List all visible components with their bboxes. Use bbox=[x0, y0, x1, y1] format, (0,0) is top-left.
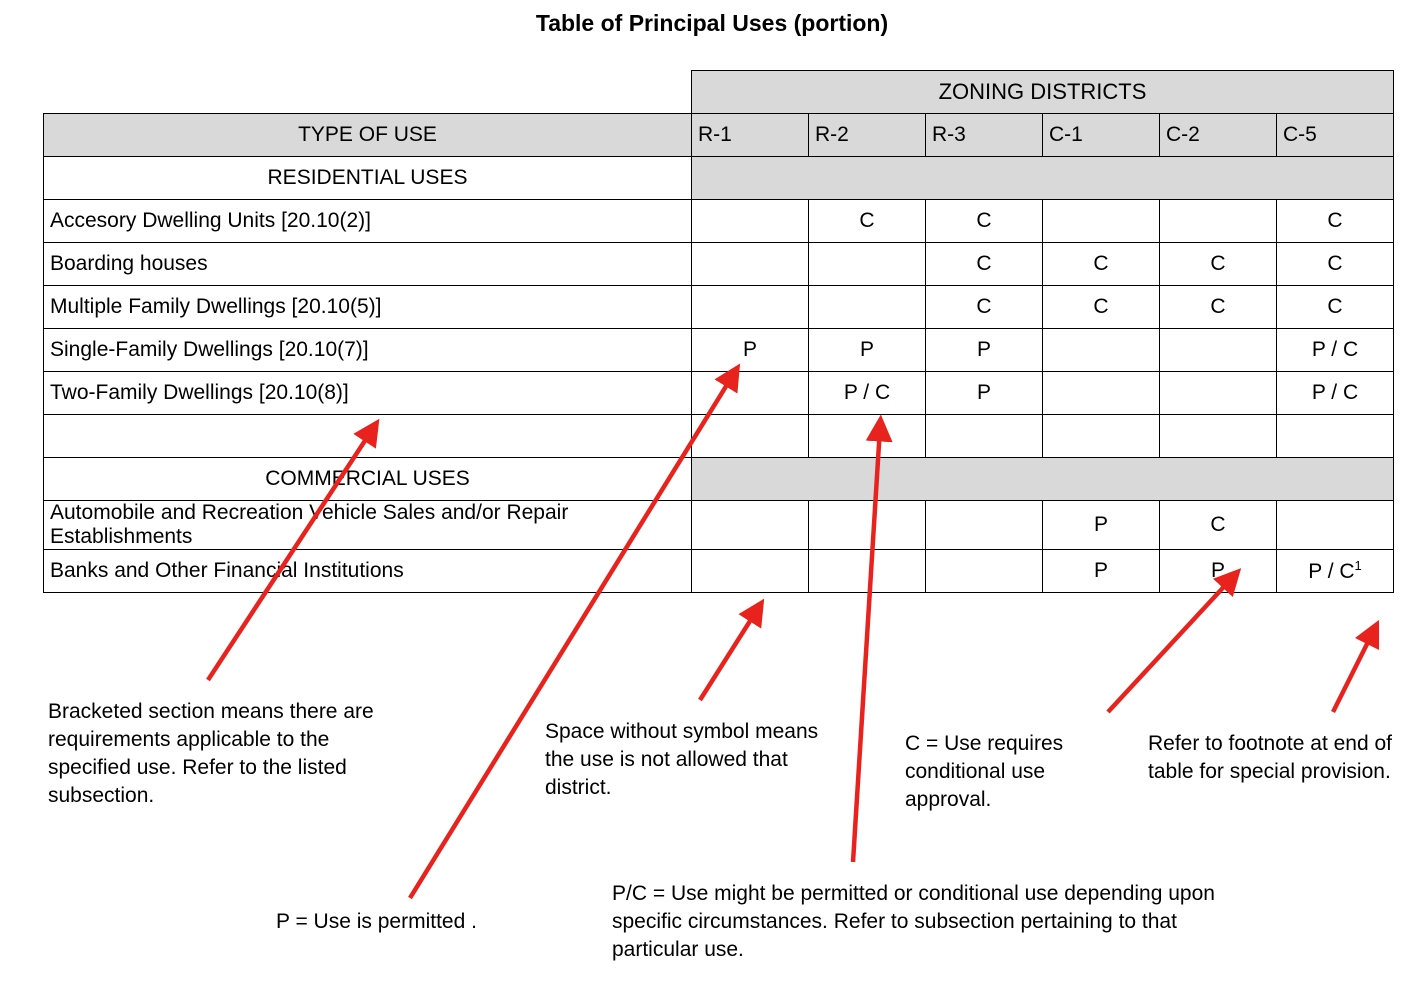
callout-permitted: P = Use is permitted . bbox=[276, 910, 477, 933]
arrow-footnote bbox=[1333, 632, 1373, 712]
use-label: Single-Family Dwellings [20.10(7)] bbox=[44, 329, 692, 372]
use-value: P / C bbox=[1277, 372, 1394, 415]
callout-footnote-reference: Refer to footnote at end of table for special provision. bbox=[1148, 732, 1393, 783]
use-value bbox=[1277, 415, 1394, 458]
table-row bbox=[44, 372, 1394, 415]
page-title: Table of Principal Uses (portion) bbox=[535, 10, 889, 36]
district-header-c2: C-2 bbox=[1160, 114, 1277, 157]
table-of-principal-uses bbox=[43, 70, 1394, 593]
use-value: C bbox=[809, 200, 926, 243]
use-value bbox=[1043, 372, 1160, 415]
table-section-residential bbox=[44, 157, 1394, 200]
use-value bbox=[926, 501, 1043, 550]
use-value bbox=[1160, 329, 1277, 372]
use-value bbox=[926, 550, 1043, 593]
district-header-r2: R-2 bbox=[809, 114, 926, 157]
use-value bbox=[692, 501, 809, 550]
footnote-marker: 1 bbox=[1354, 558, 1362, 573]
use-value: C bbox=[1160, 501, 1277, 550]
use-value bbox=[809, 243, 926, 286]
use-label: Accesory Dwelling Units [20.10(2)] bbox=[44, 200, 692, 243]
use-value-with-footnote bbox=[1277, 550, 1394, 593]
use-value bbox=[1160, 372, 1277, 415]
table-row-empty bbox=[44, 415, 1394, 458]
use-value: P bbox=[926, 372, 1043, 415]
table-row bbox=[44, 200, 1394, 243]
table-section-commercial bbox=[44, 458, 1394, 501]
use-value: C bbox=[926, 200, 1043, 243]
zoning-districts-header: ZONING DISTRICTS bbox=[692, 71, 1394, 114]
use-value: C bbox=[1043, 243, 1160, 286]
use-value: C bbox=[1277, 200, 1394, 243]
use-label: Banks and Other Financial Institutions bbox=[44, 550, 692, 593]
use-value bbox=[809, 286, 926, 329]
use-value: P bbox=[692, 329, 809, 372]
use-value bbox=[1043, 200, 1160, 243]
use-value bbox=[692, 200, 809, 243]
use-value bbox=[809, 501, 926, 550]
use-value bbox=[692, 286, 809, 329]
use-value bbox=[926, 415, 1043, 458]
table-row bbox=[44, 501, 1394, 550]
use-value: P bbox=[1043, 550, 1160, 593]
use-value: C bbox=[1277, 286, 1394, 329]
use-label: Automobile and Recreation Vehicle Sales and/or Repair Establishments bbox=[44, 501, 692, 550]
use-value: P bbox=[1160, 550, 1277, 593]
table-row bbox=[44, 286, 1394, 329]
use-value: P / C bbox=[1308, 560, 1355, 583]
district-header-r1: R-1 bbox=[692, 114, 809, 157]
table-row bbox=[44, 243, 1394, 286]
table-row bbox=[44, 329, 1394, 372]
use-value: C bbox=[926, 286, 1043, 329]
section-shade-residential bbox=[692, 157, 1394, 200]
use-value bbox=[692, 415, 809, 458]
district-header-c5: C-5 bbox=[1277, 114, 1394, 157]
use-value bbox=[809, 415, 926, 458]
use-value bbox=[1160, 200, 1277, 243]
type-of-use-header: TYPE OF USE bbox=[44, 114, 692, 157]
use-label: Multiple Family Dwellings [20.10(5)] bbox=[44, 286, 692, 329]
use-value bbox=[809, 550, 926, 593]
use-value: P bbox=[809, 329, 926, 372]
use-value: P bbox=[926, 329, 1043, 372]
table-row-zoning-header bbox=[44, 71, 1394, 114]
callout-space-without-symbol: Space without symbol means the use is not allowed that district. bbox=[545, 720, 819, 799]
use-value: C bbox=[1160, 243, 1277, 286]
table-row-column-headers bbox=[44, 114, 1394, 157]
use-label: Two-Family Dwellings [20.10(8)] bbox=[44, 372, 692, 415]
section-label-commercial: COMMERCIAL USES bbox=[44, 458, 692, 501]
arrow-space-without-symbol bbox=[700, 610, 757, 700]
district-header-r3: R-3 bbox=[926, 114, 1043, 157]
use-value: C bbox=[1160, 286, 1277, 329]
use-value bbox=[692, 243, 809, 286]
use-value bbox=[692, 372, 809, 415]
use-value bbox=[1277, 501, 1394, 550]
section-label-residential: RESIDENTIAL USES bbox=[44, 157, 692, 200]
use-value: C bbox=[926, 243, 1043, 286]
callout-conditional-use: C = Use requires conditional use approval. bbox=[905, 732, 1064, 811]
use-value bbox=[1043, 329, 1160, 372]
use-value bbox=[1043, 415, 1160, 458]
use-label bbox=[44, 415, 692, 458]
use-value: P bbox=[1043, 501, 1160, 550]
use-value bbox=[692, 550, 809, 593]
use-value bbox=[1160, 415, 1277, 458]
spacer-cell bbox=[44, 71, 692, 114]
use-value: C bbox=[1277, 243, 1394, 286]
use-label: Boarding houses bbox=[44, 243, 692, 286]
use-value: P / C bbox=[1277, 329, 1394, 372]
table-row bbox=[44, 550, 1394, 593]
section-shade-commercial bbox=[692, 458, 1394, 501]
district-header-c1: C-1 bbox=[1043, 114, 1160, 157]
use-value: P / C bbox=[809, 372, 926, 415]
arrow-conditional-use bbox=[1108, 578, 1232, 712]
callout-permitted-or-conditional: P/C = Use might be permitted or conditional use depending upon specific circumstances. Refer to subsection pertaining to that particular use. bbox=[612, 882, 1215, 961]
use-value: C bbox=[1043, 286, 1160, 329]
callout-bracketed-section: Bracketed section means there are requirements applicable to the specified use. Refer to the listed subsection. bbox=[48, 700, 374, 807]
